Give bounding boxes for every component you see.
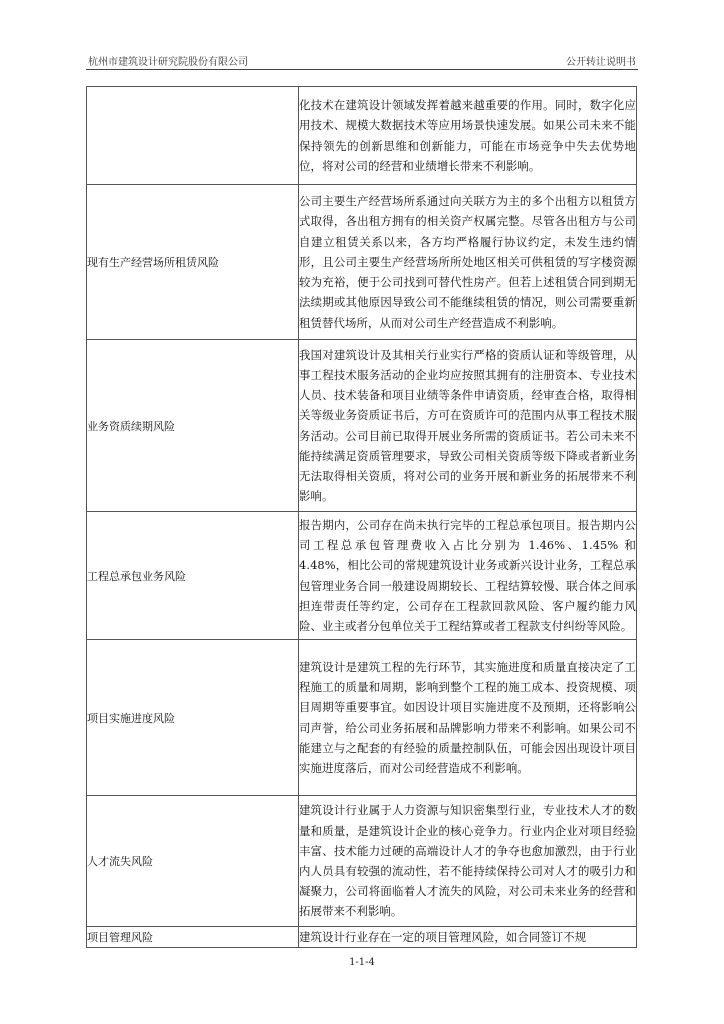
risk-description: 报告期内，公司存在尚未执行完毕的工程总承包项目。报告期内公司工程总承包管理费收入占比分别为 1.46%、1.45% 和 4.48%，相比公司的常规建筑设计业务或新兴设计业务，工程总承包管理业务合同一般建设周期较长、工程结算较慢、联合体之间承担连带责任等约定，公司存在工程款回款风险、客户履约能力风险、业主或者分包单位关于工程结算或者工程款支付纠纷等风险。 — [299, 512, 637, 640]
risk-description: 建筑设计行业存在一定的项目管理风险，如合同签订不规 — [299, 927, 637, 948]
company-name: 杭州市建筑设计研究院股份有限公司 — [88, 57, 248, 68]
table-row — [87, 512, 637, 640]
risk-name: 人才流失风险 — [87, 796, 299, 927]
risk-name: 业务资质续期风险 — [87, 340, 299, 512]
table-row — [87, 927, 637, 948]
header-divider — [86, 69, 638, 70]
risk-name: 项目管理风险 — [87, 927, 299, 948]
table-row — [87, 340, 637, 512]
risk-table — [86, 86, 637, 948]
risk-name: 现有生产经营场所租赁风险 — [87, 185, 299, 340]
risk-name — [87, 87, 299, 185]
risk-name: 项目实施进度风险 — [87, 640, 299, 796]
risk-name: 工程总承包业务风险 — [87, 512, 299, 640]
table-row — [87, 796, 637, 927]
table-row — [87, 87, 637, 185]
risk-description: 我国对建筑设计及其相关行业实行严格的资质认证和等级管理，从事工程技术服务活动的企业均应按照其拥有的注册资本、专业技术人员、技术装备和项目业绩等条件申请资质，经审查合格，取得相关等级业务资质证书后，方可在资质许可的范围内从事工程技术服务活动。公司目前已取得开展业务所需的资质证书。若公司未来不能持续满足资质管理要求，导致公司相关资质等级下降或者新业务无法取得相关资质，将对公司的业务开展和新业务的拓展带来不利影响。 — [299, 340, 637, 512]
risk-description: 公司主要生产经营场所系通过向关联方为主的多个出租方以租赁方式取得，各出租方拥有的相关资产权属完整。尽管各出租方与公司自建立租赁关系以来，各方均严格履行协议约定，未发生违约情形，且公司主要生产经营场所所处地区相关可供租赁的写字楼资源较为充裕，便于公司找到可替代性房产。但若上述租赁合同到期无法续期或其他原因导致公司不能继续租赁的情况，则公司需要重新租赁替代场所，从而对公司生产经营造成不利影响。 — [299, 185, 637, 340]
risk-description: 建筑设计是建筑工程的先行环节，其实施进度和质量直接决定了工程施工的质量和周期，影响到整个工程的施工成本、投资规模、项目周期等重要事宜。如因设计项目实施进度不及预期，还将影响公司声誉，给公司业务拓展和品牌影响力带来不利影响。如果公司不能建立与之配套的有经验的质量控制队伍，可能会因出现设计项目实施进度落后，而对公司经营造成不利影响。 — [299, 640, 637, 796]
page-header — [86, 52, 638, 68]
document-title: 公开转让说明书 — [566, 57, 636, 68]
table-row — [87, 185, 637, 340]
table-row — [87, 640, 637, 796]
risk-description: 建筑设计行业属于人力资源与知识密集型行业，专业技术人才的数量和质量，是建筑设计企业的核心竞争力。行业内企业对项目经验丰富、技术能力过硬的高端设计人才的争夺也愈加激烈，由于行业内人员具有较强的流动性，若不能持续保持公司对人才的吸引力和凝聚力，公司将面临着人才流失的风险，对公司未来业务的经营和拓展带来不利影响。 — [299, 796, 637, 927]
page-number: 1-1-4 — [349, 957, 375, 968]
risk-description: 化技术在建筑设计领域发挥着越来越重要的作用。同时，数字化应用技术、规模大数据技术等应用场景快速发展。如果公司未来不能保持领先的创新思维和创新能力，可能在市场竞争中失去优势地位，将对公司的经营和业绩增长带来不利影响。 — [299, 87, 637, 185]
